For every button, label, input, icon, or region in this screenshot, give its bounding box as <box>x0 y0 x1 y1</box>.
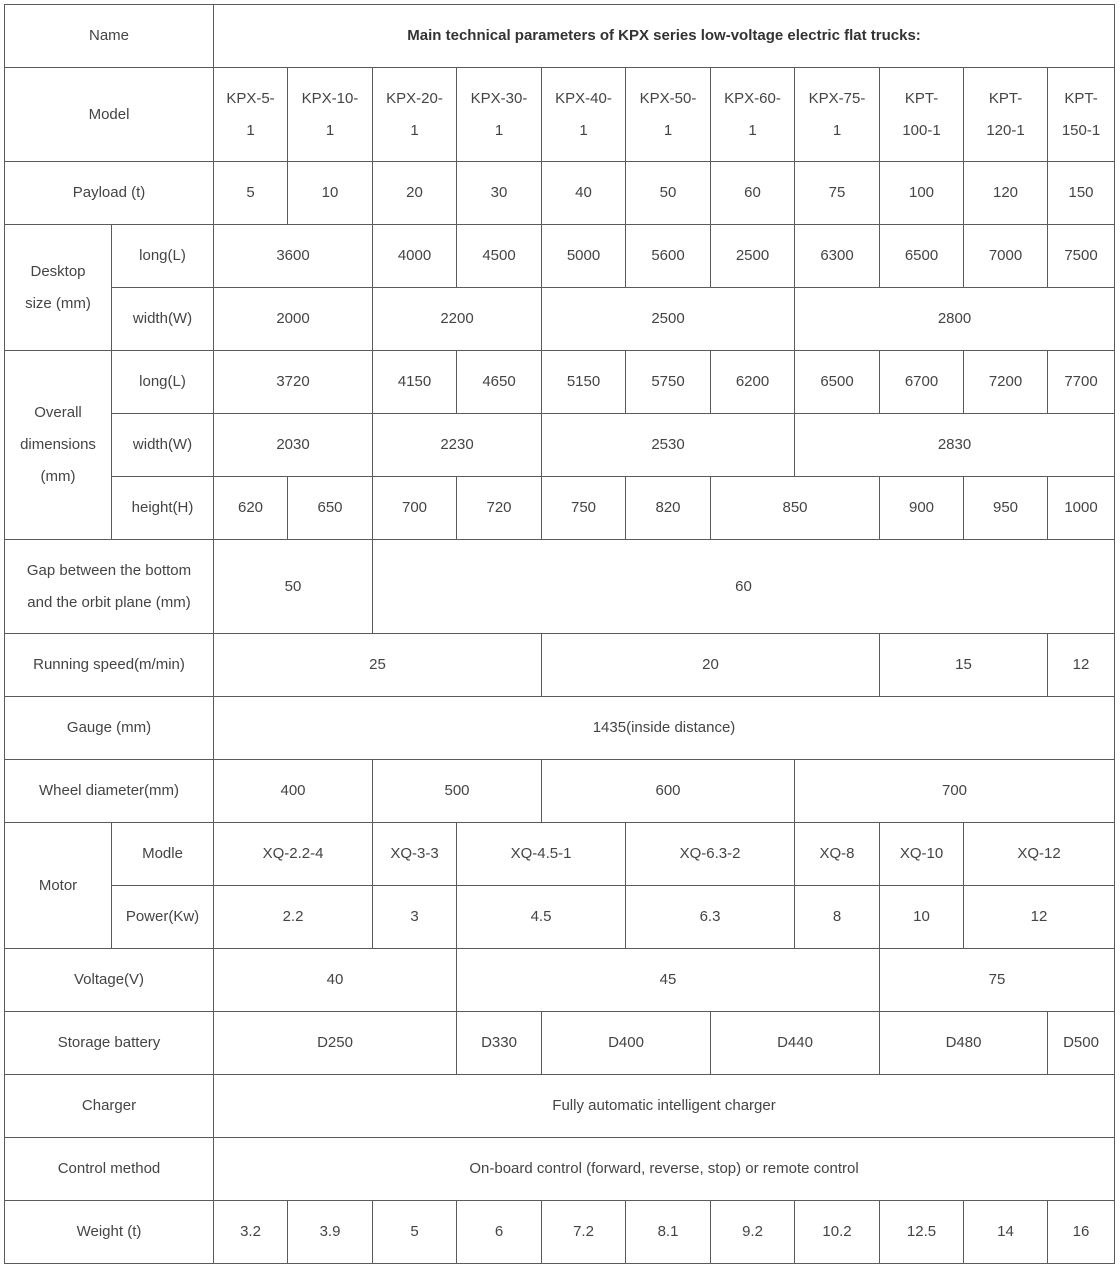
wheel-cell: 600 <box>542 760 795 823</box>
weight-cell: 6 <box>457 1201 542 1264</box>
model-cell: KPX-40- 1 <box>542 68 626 162</box>
charger-row <box>5 1075 1115 1138</box>
payload-cell: 5 <box>214 162 288 225</box>
motor-model-cell: XQ-3-3 <box>373 823 457 886</box>
model-cell: KPX-30- 1 <box>457 68 542 162</box>
model-row <box>5 68 1115 162</box>
model-cell: KPX-20- 1 <box>373 68 457 162</box>
motor-power-cell: 12 <box>964 886 1115 949</box>
overall-width-row <box>5 414 1115 477</box>
desktop-long-row <box>5 225 1115 288</box>
overall-height-cell: 850 <box>711 477 880 540</box>
overall-height-cell: 720 <box>457 477 542 540</box>
motor-model-cell: XQ-4.5-1 <box>457 823 626 886</box>
overall-height-cell: 950 <box>964 477 1048 540</box>
speed-cell: 12 <box>1048 634 1115 697</box>
weight-cell: 3.9 <box>288 1201 373 1264</box>
wheel-label: Wheel diameter(mm) <box>5 760 214 823</box>
table-header-row <box>5 5 1115 68</box>
desktop-width-cell: 2500 <box>542 288 795 351</box>
weight-cell: 5 <box>373 1201 457 1264</box>
weight-label: Weight (t) <box>5 1201 214 1264</box>
wheel-cell: 500 <box>373 760 542 823</box>
voltage-cell: 75 <box>880 949 1115 1012</box>
battery-row <box>5 1012 1115 1075</box>
gap-row <box>5 540 1115 634</box>
overall-long-cell: 7700 <box>1048 351 1115 414</box>
payload-cell: 20 <box>373 162 457 225</box>
battery-cell: D500 <box>1048 1012 1115 1075</box>
desktop-width-cell: 2800 <box>795 288 1115 351</box>
overall-dimensions-label: Overall dimensions (mm) <box>5 351 112 540</box>
battery-cell: D330 <box>457 1012 542 1075</box>
overall-long-cell: 3720 <box>214 351 373 414</box>
payload-cell: 30 <box>457 162 542 225</box>
control-cell: On-board control (forward, reverse, stop) or remote control <box>214 1138 1115 1201</box>
overall-long-cell: 4650 <box>457 351 542 414</box>
desktop-long-cell: 3600 <box>214 225 373 288</box>
desktop-width-row <box>5 288 1115 351</box>
weight-cell: 14 <box>964 1201 1048 1264</box>
overall-width-cell: 2030 <box>214 414 373 477</box>
model-cell: KPX-5- 1 <box>214 68 288 162</box>
payload-cell: 75 <box>795 162 880 225</box>
speed-label: Running speed(m/min) <box>5 634 214 697</box>
payload-label: Payload (t) <box>5 162 214 225</box>
overall-long-cell: 4150 <box>373 351 457 414</box>
battery-cell: D250 <box>214 1012 457 1075</box>
overall-long-cell: 6700 <box>880 351 964 414</box>
overall-long-label: long(L) <box>112 351 214 414</box>
model-cell: KPX-60- 1 <box>711 68 795 162</box>
battery-cell: D480 <box>880 1012 1048 1075</box>
voltage-row <box>5 949 1115 1012</box>
model-label: Model <box>5 68 214 162</box>
overall-height-cell: 620 <box>214 477 288 540</box>
weight-row <box>5 1201 1115 1264</box>
payload-cell: 150 <box>1048 162 1115 225</box>
control-row <box>5 1138 1115 1201</box>
desktop-long-cell: 7500 <box>1048 225 1115 288</box>
battery-cell: D400 <box>542 1012 711 1075</box>
desktop-width-cell: 2200 <box>373 288 542 351</box>
model-cell: KPT- 100-1 <box>880 68 964 162</box>
desktop-long-cell: 2500 <box>711 225 795 288</box>
gauge-row <box>5 697 1115 760</box>
weight-cell: 3.2 <box>214 1201 288 1264</box>
weight-cell: 16 <box>1048 1201 1115 1264</box>
payload-cell: 120 <box>964 162 1048 225</box>
weight-cell: 12.5 <box>880 1201 964 1264</box>
gauge-label: Gauge (mm) <box>5 697 214 760</box>
overall-long-cell: 6200 <box>711 351 795 414</box>
overall-height-cell: 700 <box>373 477 457 540</box>
overall-width-label: width(W) <box>112 414 214 477</box>
overall-height-row <box>5 477 1115 540</box>
speed-cell: 25 <box>214 634 542 697</box>
payload-row <box>5 162 1115 225</box>
overall-long-cell: 5150 <box>542 351 626 414</box>
weight-cell: 9.2 <box>711 1201 795 1264</box>
gap-cell: 60 <box>373 540 1115 634</box>
desktop-long-cell: 7000 <box>964 225 1048 288</box>
overall-long-cell: 5750 <box>626 351 711 414</box>
desktop-width-cell: 2000 <box>214 288 373 351</box>
desktop-long-cell: 4000 <box>373 225 457 288</box>
payload-cell: 10 <box>288 162 373 225</box>
overall-height-cell: 900 <box>880 477 964 540</box>
model-cell: KPX-10- 1 <box>288 68 373 162</box>
motor-power-row <box>5 886 1115 949</box>
motor-model-cell: XQ-10 <box>880 823 964 886</box>
gap-cell: 50 <box>214 540 373 634</box>
motor-label: Motor <box>5 823 112 949</box>
battery-cell: D440 <box>711 1012 880 1075</box>
motor-model-cell: XQ-2.2-4 <box>214 823 373 886</box>
wheel-row <box>5 760 1115 823</box>
speed-cell: 20 <box>542 634 880 697</box>
payload-cell: 50 <box>626 162 711 225</box>
gap-label: Gap between the bottom and the orbit plane (mm) <box>5 540 214 634</box>
overall-height-cell: 650 <box>288 477 373 540</box>
overall-width-cell: 2830 <box>795 414 1115 477</box>
motor-model-cell: XQ-12 <box>964 823 1115 886</box>
technical-parameters-table <box>4 4 1115 1264</box>
payload-cell: 60 <box>711 162 795 225</box>
motor-power-label: Power(Kw) <box>112 886 214 949</box>
control-label: Control method <box>5 1138 214 1201</box>
desktop-size-label: Desktop size (mm) <box>5 225 112 351</box>
wheel-cell: 700 <box>795 760 1115 823</box>
desktop-long-label: long(L) <box>112 225 214 288</box>
voltage-label: Voltage(V) <box>5 949 214 1012</box>
overall-width-cell: 2530 <box>542 414 795 477</box>
payload-cell: 40 <box>542 162 626 225</box>
speed-row <box>5 634 1115 697</box>
model-cell: KPX-50- 1 <box>626 68 711 162</box>
desktop-long-cell: 6500 <box>880 225 964 288</box>
charger-label: Charger <box>5 1075 214 1138</box>
overall-long-row <box>5 351 1115 414</box>
battery-label: Storage battery <box>5 1012 214 1075</box>
name-header-cell: Name <box>5 5 214 68</box>
overall-long-cell: 7200 <box>964 351 1048 414</box>
weight-cell: 10.2 <box>795 1201 880 1264</box>
motor-power-cell: 4.5 <box>457 886 626 949</box>
gauge-cell: 1435(inside distance) <box>214 697 1115 760</box>
desktop-long-cell: 5000 <box>542 225 626 288</box>
overall-height-label: height(H) <box>112 477 214 540</box>
charger-cell: Fully automatic intelligent charger <box>214 1075 1115 1138</box>
motor-power-cell: 2.2 <box>214 886 373 949</box>
weight-cell: 7.2 <box>542 1201 626 1264</box>
overall-width-cell: 2230 <box>373 414 542 477</box>
motor-power-cell: 6.3 <box>626 886 795 949</box>
overall-height-cell: 820 <box>626 477 711 540</box>
overall-height-cell: 1000 <box>1048 477 1115 540</box>
motor-model-row <box>5 823 1115 886</box>
overall-height-cell: 750 <box>542 477 626 540</box>
desktop-long-cell: 5600 <box>626 225 711 288</box>
desktop-width-label: width(W) <box>112 288 214 351</box>
voltage-cell: 45 <box>457 949 880 1012</box>
motor-power-cell: 10 <box>880 886 964 949</box>
model-cell: KPX-75- 1 <box>795 68 880 162</box>
table-title: Main technical parameters of KPX series low-voltage electric flat trucks: <box>214 5 1115 68</box>
desktop-long-cell: 4500 <box>457 225 542 288</box>
payload-cell: 100 <box>880 162 964 225</box>
motor-power-cell: 3 <box>373 886 457 949</box>
desktop-long-cell: 6300 <box>795 225 880 288</box>
motor-model-cell: XQ-8 <box>795 823 880 886</box>
weight-cell: 8.1 <box>626 1201 711 1264</box>
voltage-cell: 40 <box>214 949 457 1012</box>
model-cell: KPT- 120-1 <box>964 68 1048 162</box>
motor-model-label: Modle <box>112 823 214 886</box>
model-cell: KPT- 150-1 <box>1048 68 1115 162</box>
motor-model-cell: XQ-6.3-2 <box>626 823 795 886</box>
wheel-cell: 400 <box>214 760 373 823</box>
speed-cell: 15 <box>880 634 1048 697</box>
motor-power-cell: 8 <box>795 886 880 949</box>
overall-long-cell: 6500 <box>795 351 880 414</box>
